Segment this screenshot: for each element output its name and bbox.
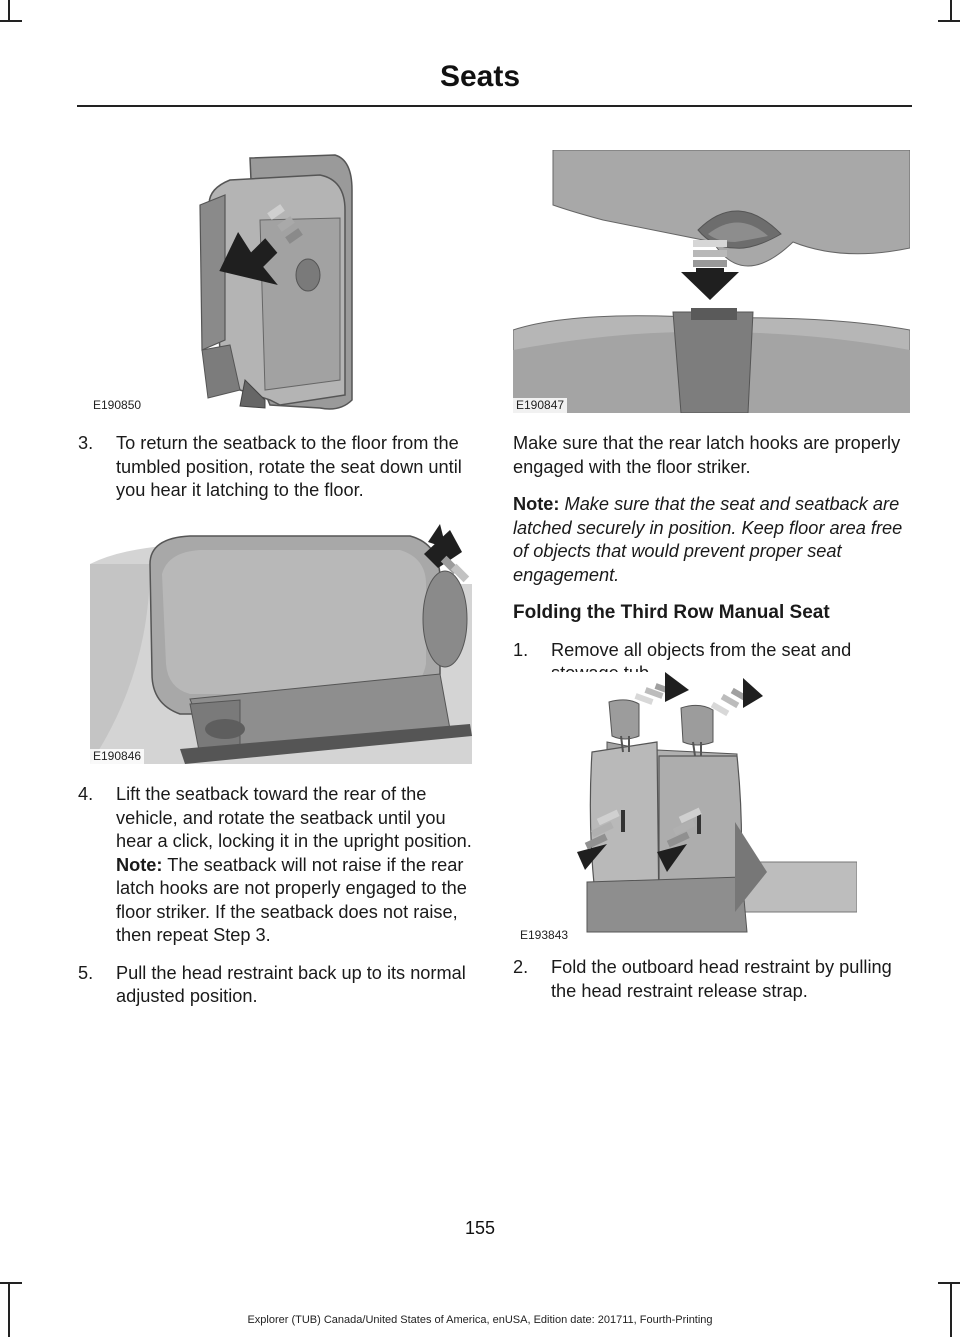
step-text: Fold the outboard head restraint by pulling the head restraint release strap. [551, 957, 892, 1001]
latch-paragraph: Make sure that the rear latch hooks are properly engaged with the floor striker. [513, 433, 901, 477]
step-text: To return the seatback to the floor from the tumbled position, rotate the seat down until you hear it latching to the floor. [116, 433, 462, 500]
crop-mark-top-right-h [938, 20, 960, 22]
figure-code-e190847: E190847 [513, 398, 567, 413]
figure-code-e193843: E193843 [517, 928, 571, 943]
step-number: 4. [78, 784, 94, 804]
left-step-3 [78, 432, 478, 503]
tumbled-seat-illustration [90, 150, 382, 413]
figure-third-row [517, 672, 857, 943]
crop-mark-bottom-left-h [0, 1282, 22, 1284]
right-step-2 [513, 956, 913, 1003]
crop-mark-top-right-v [950, 0, 952, 22]
page-number: 155 [464, 1218, 496, 1238]
step-text [116, 783, 478, 948]
step-4-text-after: The seatback will not raise if the rear latch hooks are not properly engaged to the floor striker. If the seatback does not raise, then repeat Step 3. [116, 854, 467, 945]
crop-mark-bottom-right-h [938, 1282, 960, 1284]
step-number: 3. [78, 433, 94, 453]
floor-striker-illustration [513, 150, 910, 413]
figure-tumbled-seat [90, 150, 382, 413]
crop-mark-top-left-v [8, 0, 10, 22]
step-number: 1. [513, 639, 529, 660]
step-text: Pull the head restraint back up to its normal adjusted position. [116, 962, 466, 1006]
crop-mark-bottom-left-v [8, 1282, 10, 1337]
figure-floor-striker [513, 150, 910, 413]
left-steps-4-5 [78, 783, 478, 1009]
third-row-illustration [517, 672, 857, 943]
step-number: 2. [513, 957, 529, 977]
step-number: 5. [78, 962, 94, 983]
note-text: Make sure that the seat and seatback are latched securely in position. Keep floor area free of objects that would prevent proper seat engagement. [513, 494, 903, 585]
crop-mark-bottom-right-v [950, 1282, 952, 1337]
crop-mark-top-left-h [0, 20, 22, 22]
figure-seat-latched [90, 524, 472, 764]
edition-footer: Explorer (TUB) Canada/United States of America, enUSA, Edition date: 201711, Fourth-Printing [247, 1314, 713, 1326]
right-column-text [513, 432, 913, 686]
page-title: Seats [439, 60, 521, 93]
header-rule [77, 105, 912, 107]
step-text: Remove all objects from the seat and [551, 639, 852, 660]
note-label: Note: [116, 854, 163, 875]
note-label: Note: [513, 494, 560, 514]
seat-latched-illustration [90, 524, 472, 764]
note-paragraph [513, 493, 913, 587]
figure-code-e190850: E190850 [90, 398, 144, 413]
section-heading: Folding the Third Row Manual Seat [513, 602, 830, 623]
figure-code-e190846: E190846 [90, 749, 144, 764]
step-4-text-before: Lift the seatback toward the rear of the vehicle, and rotate the seatback until you hear a click, locking it in the upright position. [116, 784, 472, 851]
